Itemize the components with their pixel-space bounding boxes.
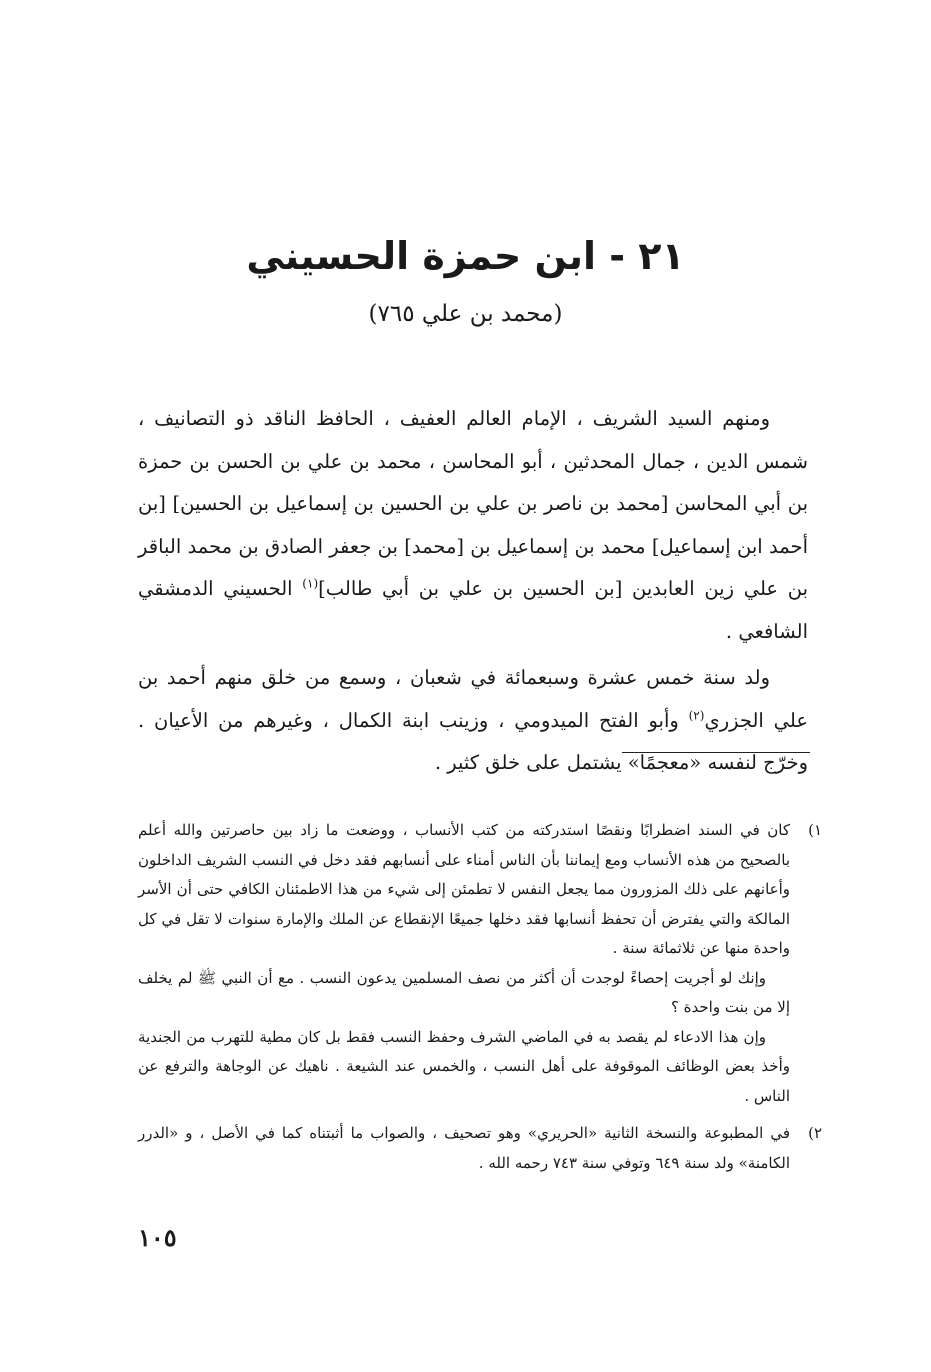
- footnote-1-paragraph-1: كان في السند اضطرابًا ونقصًا استدركته من كتب الأنساب ، ووضعت ما زاد بين حاصرتين والله أعلم بالصحيح من هذه الأنساب ومع إيماننا بأن الناس أمناء على أنسابهم فقد دخل في النسب الشريف الداخلون وأعانهم على ذلك المزورون مما يجعل النفس لا تطمئن إلى شيء من هذا الاطمئنان الكافي حتى أن الأسر المالكة والتي يفترض أن تحفظ أنسابها فقد دخلها جميعًا الإنقطاع عن الملك والإمارة سنوات لا تقل في كل واحدة منها عن ثلاثمائة سنة .: [138, 821, 790, 957]
- biography-paragraph-2: [138, 657, 808, 785]
- chapter-subtitle: (محمد بن علي ٧٦٥): [368, 301, 563, 327]
- footnote-ref-2[interactable]: (٢): [688, 708, 705, 722]
- footnote-1: [138, 816, 822, 1111]
- paragraph-2-text-a: ولد سنة خمس عشرة وسبعمائة في شعبان ، وسمع من خلق منهم أحمد بن علي الجزري: [138, 666, 808, 732]
- paragraph-1-text-b: الحسيني الدمشقي الشافعي .: [138, 577, 808, 643]
- paragraph-2-text-b: وأبو الفتح الميدومي ، وزينب ابنة الكمال ، وغيرهم من الأعيان . وخرّج لنفسه «معجمًا» يشتمل على خلق كثير .: [138, 708, 808, 774]
- footnotes-section: [138, 816, 822, 1178]
- footnote-2: [138, 1119, 822, 1178]
- page-number: ١٠٥: [138, 1223, 177, 1252]
- footnote-2-number: ٢): [808, 1124, 822, 1142]
- footnote-2-paragraph-1: في المطبوعة والنسخة الثانية «الحريري» وهو تصحيف ، والصواب ما أثبتناه كما في الأصل ، و «الدرر الكامنة» ولد سنة ٦٤٩ وتوفي سنة ٧٤٣ رحمه الله .: [138, 1124, 790, 1172]
- footnote-1-number: ١): [808, 821, 822, 839]
- biography-paragraph-1: [138, 398, 808, 653]
- paragraph-1-text-a: ومنهم السيد الشريف ، الإمام العالم العفيف ، الحافظ الناقد ذو التصانيف ، شمس الدين ، جمال المحدثين ، أبو المحاسن ، محمد بن علي بن الحسن بن حمزة بن أبي المحاسن [محمد بن ناصر بن علي بن الحسين بن إسماعيل بن الحسين] [بن أحمد ابن إسماعيل] محمد بن إسماعيل بن [محمد] بن جعفر الصادق بن محمد الباقر بن علي زين العابدين [بن الحسين بن علي بن أبي طالب]: [138, 407, 808, 600]
- footnote-divider: [622, 752, 810, 753]
- footnote-1-paragraph-2: وإنك لو أجريت إحصاءً لوجدت أن أكثر من نصف المسلمين يدعون النسب . مع أن النبي ﷺ لم يخلف إلا من بنت واحدة ؟: [138, 968, 790, 1016]
- chapter-title: ٢١ - ابن حمزة الحسيني: [246, 234, 685, 278]
- footnote-1-paragraph-3: وإن هذا الادعاء لم يقصد به في الماضي الشرف وحفظ النسب فقط بل كان مطية للتهرب من الجندية وأخذ بعض الوظائف الموقوفة على أهل النسب ، والخمس عند الشيعة . ناهيك عن الوجاهة والترفع عن الناس .: [138, 1027, 790, 1105]
- footnote-ref-1[interactable]: (١): [302, 576, 319, 591]
- main-text: [138, 398, 808, 785]
